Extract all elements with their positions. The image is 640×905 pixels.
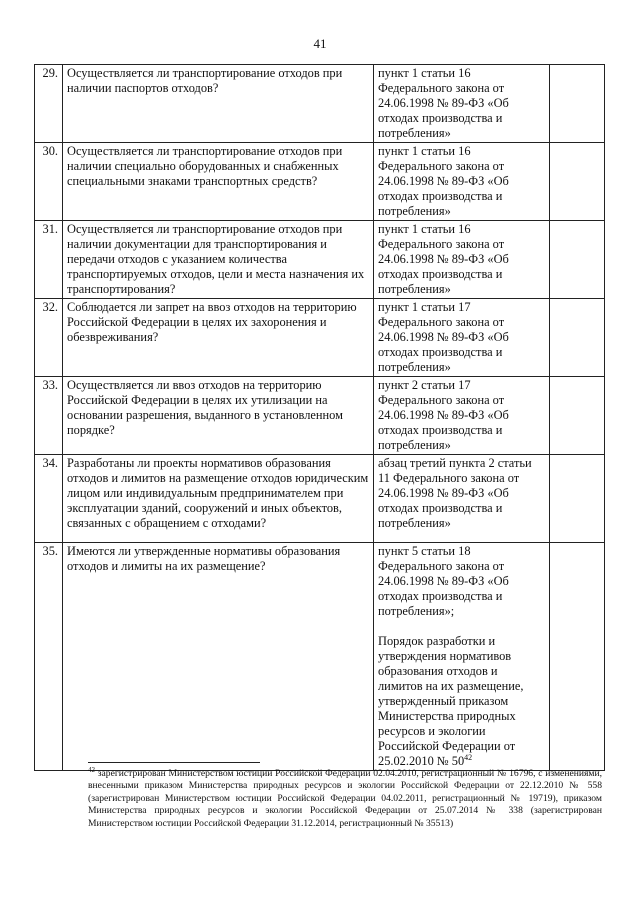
requirement-question: Разработаны ли проекты нормативов образования отходов и лимитов на размещение отходов юридическим лицом или индивидуальным предпринимателем при эксплуатации зданий, сооружений и иных объектов, связанных с обращением с отходами? bbox=[63, 455, 374, 543]
footnote bbox=[88, 765, 602, 830]
requirement-question: Осуществляется ли транспортирование отходов при наличии паспортов отходов? bbox=[63, 65, 374, 143]
reference-text bbox=[378, 222, 545, 297]
row-number: 33. bbox=[35, 377, 63, 455]
table-row bbox=[35, 65, 605, 143]
footnote-text: зарегистрирован Министерством юстиции Российской Федерации 02.04.2010, регистрационный № 16796, с изменениями, внесенными приказом Министерства природных ресурсов и экологии Российской Федерации от 22.12.2010 № 558 (зарегистрирован Министерством юстиции Российской Федерации 04.02.2011, регистрационный № 19719), приказом Министерства природных ресурсов и экологии Российской Федерации от 25.07.2014 № 338 (зарегистрирован Министерством юстиции Российской Федерации 31.12.2014, регистрационный № 35513) bbox=[88, 768, 602, 829]
row-number: 31. bbox=[35, 221, 63, 299]
requirements-table bbox=[34, 64, 605, 771]
reference-line: пункт 1 статьи 16 Федерального закона от 24.06.1998 № 89-ФЗ «Об отходах производства и потребления» bbox=[378, 222, 509, 296]
reference-text bbox=[378, 544, 545, 619]
legal-reference bbox=[374, 377, 550, 455]
answer-cell bbox=[550, 455, 605, 543]
reference-line: пункт 5 статьи 18 Федерального закона от 24.06.1998 № 89-ФЗ «Об отходах производства и потребления»; bbox=[378, 544, 509, 618]
row-number: 30. bbox=[35, 143, 63, 221]
footnote-divider bbox=[88, 762, 260, 763]
legal-reference bbox=[374, 543, 550, 771]
answer-cell bbox=[550, 65, 605, 143]
row-number: 35. bbox=[35, 543, 63, 771]
table-row bbox=[35, 455, 605, 543]
reference-line: пункт 2 статьи 17 Федерального закона от 24.06.1998 № 89-ФЗ «Об отходах производства и потребления» bbox=[378, 378, 509, 452]
reference-gap bbox=[378, 619, 545, 634]
requirement-question: Осуществляется ли транспортирование отходов при наличии специально оборудованных и снабженных специальными знаками транспортных средств? bbox=[63, 143, 374, 221]
reference-line: пункт 1 статьи 17 Федерального закона от 24.06.1998 № 89-ФЗ «Об отходах производства и потребления» bbox=[378, 300, 509, 374]
requirement-question: Осуществляется ли транспортирование отходов при наличии документации для транспортирования и передачи отходов с указанием количества транспортируемых отходов, цели и места назначения их транспортирования? bbox=[63, 221, 374, 299]
legal-reference bbox=[374, 143, 550, 221]
reference-text bbox=[378, 634, 545, 769]
legal-reference bbox=[374, 65, 550, 143]
footnote-mark: 42 bbox=[88, 765, 95, 774]
table-row bbox=[35, 543, 605, 771]
reference-line: пункт 1 статьи 16 Федерального закона от 24.06.1998 № 89-ФЗ «Об отходах производства и потребления» bbox=[378, 144, 509, 218]
reference-line: пункт 1 статьи 16 Федерального закона от 24.06.1998 № 89-ФЗ «Об отходах производства и потребления» bbox=[378, 66, 509, 140]
reference-text bbox=[378, 66, 545, 141]
answer-cell bbox=[550, 543, 605, 771]
requirement-question: Имеются ли утвержденные нормативы образования отходов и лимиты на их размещение? bbox=[63, 543, 374, 771]
footnote-reference: 42 bbox=[464, 752, 473, 762]
answer-cell bbox=[550, 221, 605, 299]
legal-reference bbox=[374, 221, 550, 299]
table-row bbox=[35, 299, 605, 377]
row-number: 29. bbox=[35, 65, 63, 143]
answer-cell bbox=[550, 299, 605, 377]
requirement-question: Осуществляется ли ввоз отходов на территорию Российской Федерации в целях их утилизации на основании разрешения, выданного в установленном порядке? bbox=[63, 377, 374, 455]
requirement-question: Соблюдается ли запрет на ввоз отходов на территорию Российской Федерации в целях их захоронения и обезвреживания? bbox=[63, 299, 374, 377]
row-number: 32. bbox=[35, 299, 63, 377]
reference-text bbox=[378, 456, 545, 531]
reference-line: Порядок разработки и утверждения нормативов образования отходов и лимитов на их размещение, утвержденный приказом Министерства природных ресурсов и экологии Российской Федерации от 25.02.2010 № 50 bbox=[378, 634, 524, 768]
table-row bbox=[35, 377, 605, 455]
legal-reference bbox=[374, 455, 550, 543]
answer-cell bbox=[550, 377, 605, 455]
answer-cell bbox=[550, 143, 605, 221]
reference-text bbox=[378, 300, 545, 375]
reference-text bbox=[378, 144, 545, 219]
reference-text bbox=[378, 378, 545, 453]
legal-reference bbox=[374, 299, 550, 377]
reference-line: абзац третий пункта 2 статьи 11 Федерального закона от 24.06.1998 № 89-ФЗ «Об отходах производства и потребления» bbox=[378, 456, 532, 530]
table-row bbox=[35, 221, 605, 299]
table-row bbox=[35, 143, 605, 221]
row-number: 34. bbox=[35, 455, 63, 543]
page-number: 41 bbox=[313, 36, 327, 51]
